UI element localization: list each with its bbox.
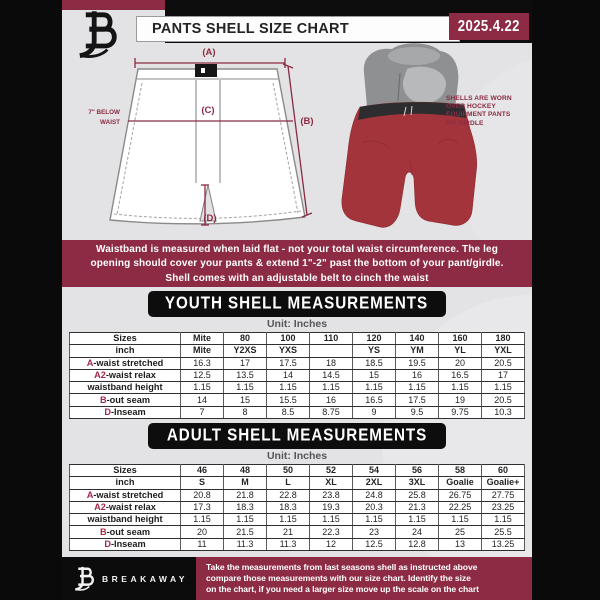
size-cell: 12.8 (396, 538, 439, 550)
size-cell: 11.3 (224, 538, 267, 550)
size-cell: 1.15 (267, 514, 310, 526)
table-row (70, 345, 525, 357)
row-label: B-out seam (70, 394, 181, 406)
size-cell: 25.5 (482, 526, 525, 538)
measure-letter: B (99, 526, 107, 537)
table-row (70, 406, 525, 418)
size-cell: 16 (310, 394, 353, 406)
table-row (70, 489, 525, 501)
row-label: waistband height (70, 514, 181, 526)
table-row (70, 333, 525, 345)
size-cell: 21.3 (396, 501, 439, 513)
size-cell: 48 (224, 465, 267, 477)
size-cell: 140 (396, 333, 439, 345)
size-cell: 21.5 (224, 526, 267, 538)
size-cell: 13 (439, 538, 482, 550)
measure-letter: D (104, 406, 111, 417)
adult-section-heading (148, 423, 446, 449)
size-cell: 1.15 (267, 382, 310, 394)
size-cell: 16.3 (181, 357, 224, 369)
size-cell: 17.5 (396, 394, 439, 406)
info-banner (62, 240, 532, 287)
size-cell: 15.5 (267, 394, 310, 406)
pants-diagram (62, 43, 532, 240)
row-label: A-waist stretched (70, 489, 181, 501)
note-line: OVER HOCKEY (446, 103, 496, 111)
below-waist-note (76, 108, 120, 127)
size-cell: 8.5 (267, 406, 310, 418)
heading-text: YOUTH SHELL MEASUREMENTS (165, 294, 429, 313)
size-cell: L (267, 477, 310, 489)
size-cell: YXL (482, 345, 525, 357)
size-cell: 16.5 (353, 394, 396, 406)
size-cell: 17 (482, 369, 525, 381)
size-cell: 8 (224, 406, 267, 418)
date-text: 2025.4.22 (457, 18, 521, 35)
size-cell: 180 (482, 333, 525, 345)
table-row (70, 382, 525, 394)
size-cell: 21 (267, 526, 310, 538)
footer-instructions (196, 557, 532, 600)
row-label: A2-waist relax (70, 501, 181, 513)
footer-brand (62, 557, 196, 600)
size-cell: M (224, 477, 267, 489)
table-row (70, 526, 525, 538)
shorts-outline (110, 64, 305, 224)
size-cell: 18.3 (224, 501, 267, 513)
size-cell: 17 (224, 357, 267, 369)
size-cell: 120 (353, 333, 396, 345)
youth-section-heading (148, 291, 446, 317)
table-row (70, 514, 525, 526)
size-cell: 1.15 (439, 514, 482, 526)
size-cell: 18 (310, 357, 353, 369)
size-cell: 19.3 (310, 501, 353, 513)
size-cell: 22.8 (267, 489, 310, 501)
size-cell: 7 (181, 406, 224, 418)
size-cell: XL (310, 477, 353, 489)
measure-letter: A2 (94, 502, 106, 513)
size-cell: 10.3 (482, 406, 525, 418)
heading-text: ADULT SHELL MEASUREMENTS (166, 426, 428, 445)
belt-buckle (195, 64, 217, 77)
page-title: PANTS SHELL SIZE CHART (136, 16, 460, 42)
size-cell: 24 (396, 526, 439, 538)
size-cell: 1.15 (439, 382, 482, 394)
size-cell: 14 (181, 394, 224, 406)
size-cell: 58 (439, 465, 482, 477)
size-cell: 54 (353, 465, 396, 477)
row-label: Sizes (70, 333, 181, 345)
row-label: Sizes (70, 465, 181, 477)
size-cell: 15 (353, 369, 396, 381)
size-cell: 20 (439, 357, 482, 369)
size-cell: 20.8 (181, 489, 224, 501)
size-cell: 18.3 (267, 501, 310, 513)
size-cell: 20.5 (482, 394, 525, 406)
size-cell: 23.25 (482, 501, 525, 513)
table-row (70, 538, 525, 550)
brand-wordmark: BREAKAWAY (102, 573, 188, 584)
size-cell: 60 (482, 465, 525, 477)
youth-unit-label: Unit: Inches (266, 318, 328, 330)
size-cell: 23.8 (310, 489, 353, 501)
footer-line: on the chart, if you need a larger size move up the scale on the chart (206, 584, 479, 594)
measure-letter: A (86, 357, 94, 368)
size-cell: Goalie+ (482, 477, 525, 489)
size-cell: 26.75 (439, 489, 482, 501)
table-row (70, 501, 525, 513)
row-label: waistband height (70, 382, 181, 394)
size-cell: 25.8 (396, 489, 439, 501)
size-cell: Mite (181, 333, 224, 345)
photo-note (446, 95, 532, 128)
size-cell: 27.75 (482, 489, 525, 501)
size-cell: 1.15 (181, 382, 224, 394)
size-cell: 22.3 (310, 526, 353, 538)
size-cell: 13.5 (224, 369, 267, 381)
size-cell: Goalie (439, 477, 482, 489)
table-row (70, 465, 525, 477)
row-label: inch (70, 345, 181, 357)
size-cell: 16.5 (439, 369, 482, 381)
note-line: OR GIRDLE (446, 119, 484, 127)
size-cell: 14 (267, 369, 310, 381)
size-cell: 56 (396, 465, 439, 477)
breakaway-logo-icon (74, 566, 96, 591)
size-cell: 19.5 (396, 357, 439, 369)
size-cell: Y2XS (224, 345, 267, 357)
row-label: D-Inseam (70, 538, 181, 550)
size-cell: 1.15 (482, 382, 525, 394)
size-cell: 1.15 (224, 382, 267, 394)
row-label: B-out seam (70, 526, 181, 538)
table-row (70, 394, 525, 406)
size-cell: 13.25 (482, 538, 525, 550)
adult-unit-label: Unit: Inches (266, 450, 328, 462)
size-cell: 8.75 (310, 406, 353, 418)
label-a: (A) (202, 47, 216, 58)
size-cell: YM (396, 345, 439, 357)
measure-letter: A (86, 489, 94, 500)
table-row (70, 357, 525, 369)
size-cell: 160 (439, 333, 482, 345)
size-cell: 20.3 (353, 501, 396, 513)
measure-letter: D (104, 538, 111, 549)
measure-letter: B (99, 394, 107, 405)
size-cell: Mite (181, 345, 224, 357)
banner-line: Shell comes with an adjustable belt to cinch the waist (165, 272, 429, 284)
row-label: A2-waist relax (70, 369, 181, 381)
adult-size-table (69, 464, 525, 551)
size-cell: 25 (439, 526, 482, 538)
size-cell: 50 (267, 465, 310, 477)
size-cell: 12.5 (181, 369, 224, 381)
size-cell: 21.8 (224, 489, 267, 501)
size-cell (310, 345, 353, 357)
measure-letter: A2 (94, 370, 106, 381)
size-cell: S (181, 477, 224, 489)
note-line: SHELLS ARE WORN (446, 95, 512, 102)
table-row (70, 369, 525, 381)
size-cell: 9.75 (439, 406, 482, 418)
note-line: WAIST (100, 118, 120, 126)
note-line: EQUIPMENT PANTS (446, 111, 511, 119)
size-cell: 17.5 (267, 357, 310, 369)
size-cell: 1.15 (310, 382, 353, 394)
size-cell: 12.5 (353, 538, 396, 550)
size-cell: 17.3 (181, 501, 224, 513)
size-cell: 1.15 (353, 514, 396, 526)
row-label: D-Inseam (70, 406, 181, 418)
size-cell: 15 (224, 394, 267, 406)
size-cell: 1.15 (353, 382, 396, 394)
size-cell: 18.5 (353, 357, 396, 369)
size-cell: 1.15 (396, 514, 439, 526)
size-cell: 11 (181, 538, 224, 550)
row-label: inch (70, 477, 181, 489)
size-cell: YS (353, 345, 396, 357)
size-cell: YXS (267, 345, 310, 357)
table-row (70, 477, 525, 489)
size-cell: 1.15 (181, 514, 224, 526)
size-cell: 1.15 (482, 514, 525, 526)
size-cell: 12 (310, 538, 353, 550)
size-cell: 24.8 (353, 489, 396, 501)
size-cell: 80 (224, 333, 267, 345)
date-badge (449, 13, 529, 40)
size-cell: 23 (353, 526, 396, 538)
size-cell: 19 (439, 394, 482, 406)
size-cell: 20.5 (482, 357, 525, 369)
size-cell: 9.5 (396, 406, 439, 418)
hockey-pants-photo (342, 43, 477, 227)
size-cell: 3XL (396, 477, 439, 489)
size-cell: 100 (267, 333, 310, 345)
footer-line: compare those measurements with our size chart. Identify the size (206, 573, 471, 583)
size-cell: 22.25 (439, 501, 482, 513)
label-d: (D) (203, 213, 217, 224)
document-page (62, 0, 532, 557)
size-cell: 20 (181, 526, 224, 538)
size-cell: YL (439, 345, 482, 357)
size-cell: 11.3 (267, 538, 310, 550)
row-label: A-waist stretched (70, 357, 181, 369)
youth-size-table (69, 332, 525, 419)
size-cell: 14.5 (310, 369, 353, 381)
size-cell: 46 (181, 465, 224, 477)
top-accent-strip (62, 0, 165, 10)
size-cell: 2XL (353, 477, 396, 489)
size-cell: 9 (353, 406, 396, 418)
label-b: (B) (300, 116, 314, 127)
footer-line: Take the measurements from last seasons shell as instructed above (206, 562, 478, 572)
size-cell: 16 (396, 369, 439, 381)
note-line: 7" BELOW (88, 109, 120, 116)
size-cell: 1.15 (310, 514, 353, 526)
banner-line: Waistband is measured when laid flat - not your total waist circumference. The leg (95, 244, 498, 255)
size-cell: 52 (310, 465, 353, 477)
size-cell: 1.15 (396, 382, 439, 394)
size-cell: 1.15 (224, 514, 267, 526)
size-cell: 110 (310, 333, 353, 345)
label-c: (C) (201, 105, 215, 116)
banner-line: opening should cover your pants & extend 1"-2" past the bottom of your pant/girdle. (90, 258, 504, 270)
